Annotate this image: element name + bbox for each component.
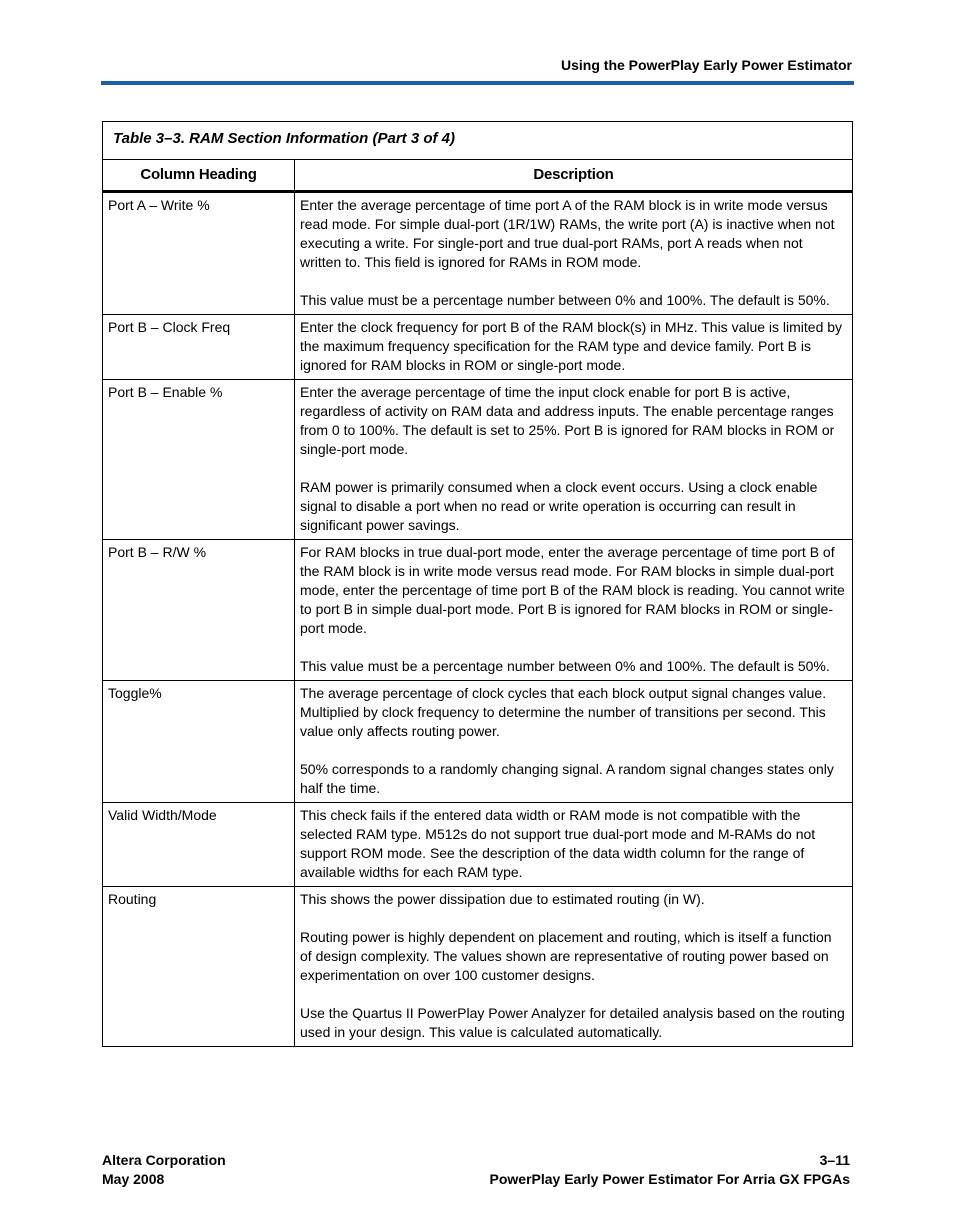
column-header-description: Description bbox=[295, 160, 853, 192]
table-row bbox=[103, 315, 853, 380]
table-caption: Table 3–3. RAM Section Information (Part 3 of 4) bbox=[103, 122, 853, 160]
column-header-heading: Column Heading bbox=[103, 160, 295, 192]
description-paragraph: RAM power is primarily consumed when a clock event occurs. Using a clock enable signal to disable a port when no read or write operation is occurring can result in significant power savings. bbox=[300, 479, 818, 533]
table-row bbox=[103, 192, 853, 315]
description-paragraph: Routing power is highly dependent on placement and routing, which is itself a function of design complexity. The values shown are representative of routing power based on experimentation on over 100 customer designs. bbox=[300, 929, 832, 983]
row-heading: Port B – R/W % bbox=[103, 540, 295, 681]
ram-section-table bbox=[102, 121, 853, 1047]
row-description bbox=[295, 681, 853, 803]
table-row bbox=[103, 887, 853, 1047]
row-heading: Port B – Clock Freq bbox=[103, 315, 295, 380]
description-paragraph: The average percentage of clock cycles that each block output signal changes value. Multiplied by clock frequency to determine the number of transitions per second. This value only affects routing power. bbox=[300, 685, 827, 739]
description-paragraph: This value must be a percentage number between 0% and 100%. The default is 50%. bbox=[300, 292, 830, 308]
row-heading: Valid Width/Mode bbox=[103, 803, 295, 887]
description-paragraph: Enter the clock frequency for port B of the RAM block(s) in MHz. This value is limited by the maximum frequency specification for the RAM type and device family. Port B is ignored for RAM blocks in ROM or single-port mode. bbox=[300, 319, 843, 373]
table-header-row bbox=[103, 160, 853, 192]
table-row bbox=[103, 681, 853, 803]
footer-date: May 2008 bbox=[102, 1171, 165, 1187]
description-paragraph: Use the Quartus II PowerPlay Power Analyzer for detailed analysis based on the routing used in your design. This value is calculated automatically. bbox=[300, 1005, 845, 1040]
footer-right bbox=[490, 1151, 851, 1189]
row-description bbox=[295, 380, 853, 540]
row-heading: Toggle% bbox=[103, 681, 295, 803]
header-rule bbox=[101, 81, 854, 85]
footer-left bbox=[102, 1151, 226, 1189]
description-paragraph: This check fails if the entered data width or RAM mode is not compatible with the selected RAM type. M512s do not support true dual-port mode and M-RAMs do not support ROM mode. See the description of the data width column for the range of available widths for each RAM type. bbox=[300, 807, 816, 880]
row-heading: Routing bbox=[103, 887, 295, 1047]
table-row bbox=[103, 380, 853, 540]
description-paragraph: This shows the power dissipation due to estimated routing (in W). bbox=[300, 891, 705, 907]
footer-company: Altera Corporation bbox=[102, 1152, 226, 1168]
description-paragraph: Enter the average percentage of time the input clock enable for port B is active, regardless of activity on RAM data and address inputs. The enable percentage ranges from 0 to 100%. The default is set to 25%. Port B is ignored for RAM blocks in ROM or single-port mode. bbox=[300, 384, 835, 457]
description-paragraph: Enter the average percentage of time port A of the RAM block is in write mode versus read mode. For simple dual-port (1R/1W) RAMs, the write port (A) is inactive when not executing a write. For single-port and true dual-port RAMs, port A reads when not written to. This field is ignored for RAMs in ROM mode. bbox=[300, 197, 835, 270]
running-header-title: Using the PowerPlay Early Power Estimator bbox=[561, 57, 852, 73]
row-description bbox=[295, 192, 853, 315]
row-description bbox=[295, 540, 853, 681]
row-description bbox=[295, 315, 853, 380]
footer-doc-title: PowerPlay Early Power Estimator For Arria GX FPGAs bbox=[489, 1171, 850, 1187]
row-description bbox=[295, 887, 853, 1047]
row-description bbox=[295, 803, 853, 887]
description-paragraph: This value must be a percentage number between 0% and 100%. The default is 50%. bbox=[300, 658, 830, 674]
table-row bbox=[103, 803, 853, 887]
table-caption-row bbox=[103, 122, 853, 160]
row-heading: Port A – Write % bbox=[103, 192, 295, 315]
footer-page-number: 3–11 bbox=[819, 1152, 850, 1168]
description-paragraph: 50% corresponds to a randomly changing signal. A random signal changes states only half the time. bbox=[300, 761, 834, 796]
row-heading: Port B – Enable % bbox=[103, 380, 295, 540]
description-paragraph: For RAM blocks in true dual-port mode, enter the average percentage of time port B of the RAM block is in write mode versus read mode. For RAM blocks in simple dual-port mode, enter the percentage of time port B of the RAM block is reading. You cannot write to port B in simple dual-port mode. Port B is ignored for RAM blocks in ROM or single-port mode. bbox=[300, 544, 845, 636]
table-row bbox=[103, 540, 853, 681]
